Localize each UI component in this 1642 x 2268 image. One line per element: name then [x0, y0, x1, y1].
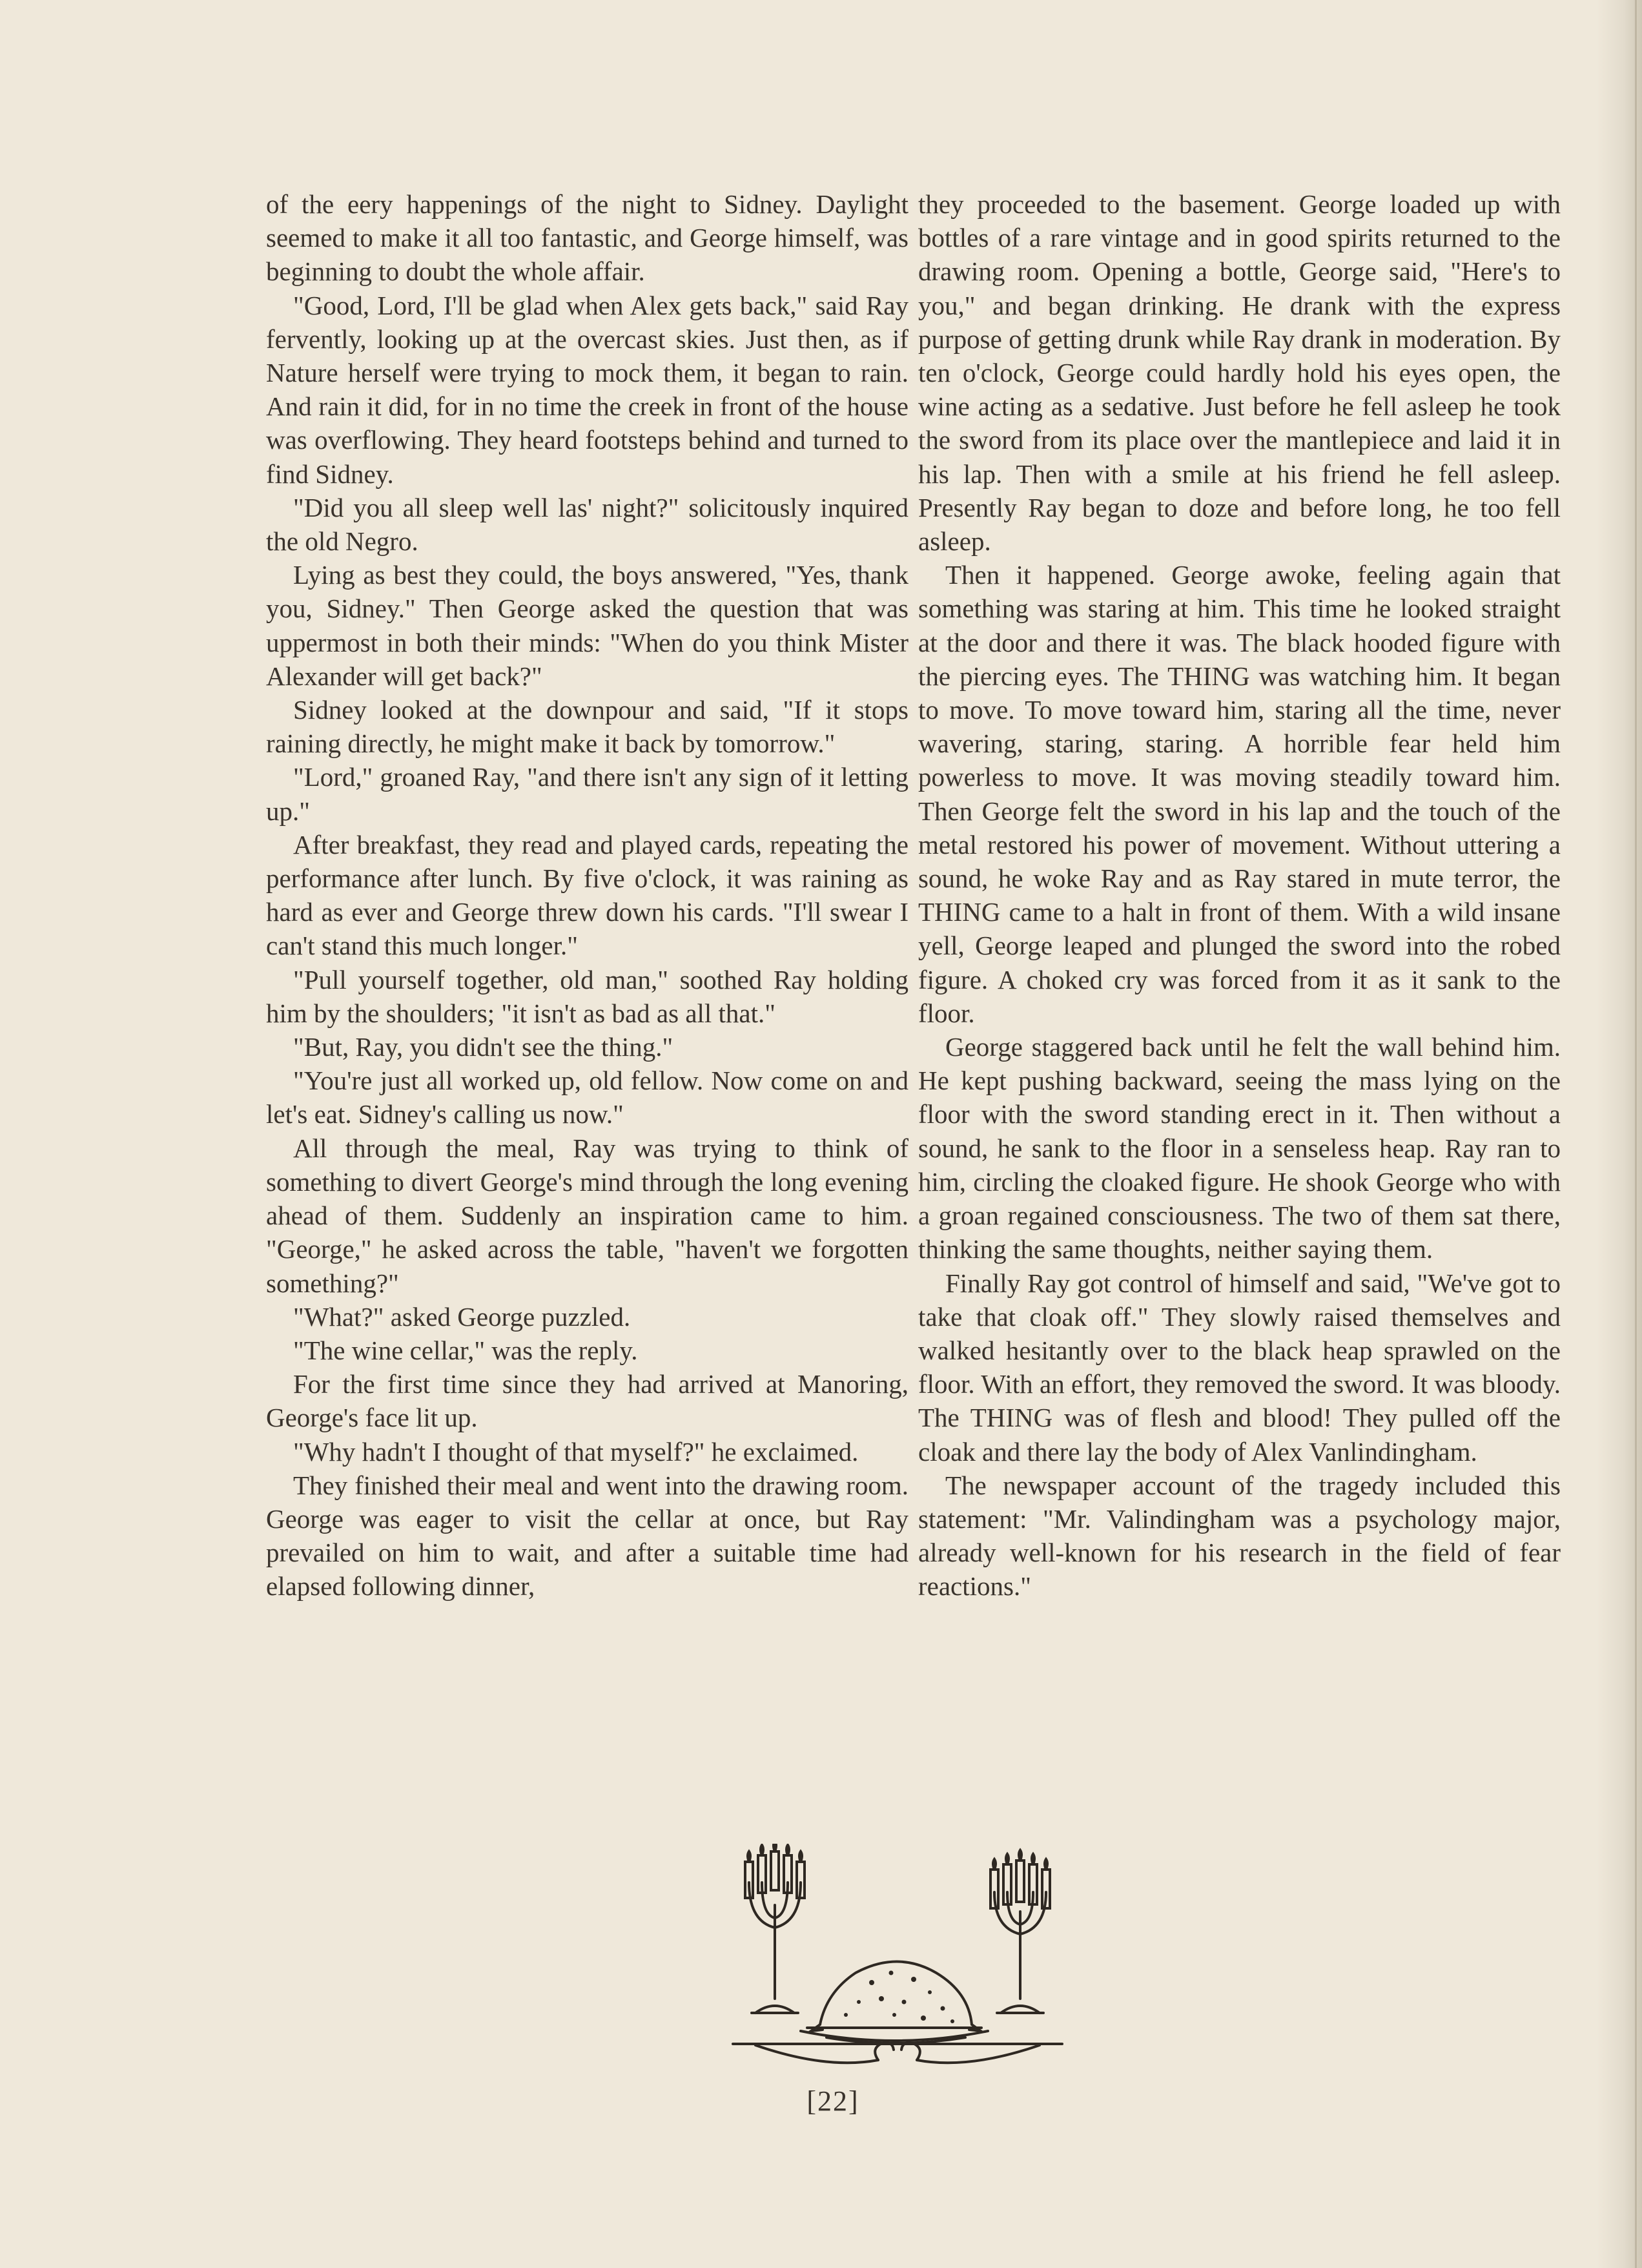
right-column — [918, 187, 1561, 1603]
paragraph: "Why hadn't I thought of that myself?" he exclaimed. — [293, 1436, 859, 1467]
paragraph: "What?" asked George puzzled. — [293, 1301, 631, 1332]
paragraph: Sidney looked at the downpour and said, "If it stops raining directly, he might make it back by tomorrow." — [266, 695, 908, 759]
paragraph: George staggered back until he felt the wall behind him. He kept pushing backward, seeing the mass lying on the floor with the sword standing erect in it. Then without a sound, he sank to the floor in a senseless heap. Ray ran to him, circling the cloaked figure. He shook George who with a groan regained consciousness. The two of them sat there, thinking the same thoughts, neither saying them. — [918, 1032, 1561, 1264]
left-column — [266, 187, 908, 1603]
paragraph: They finished their meal and went into the drawing room. George was eager to visit the cellar at once, but Ray prevailed on him to wait, and after a suitable time had elapsed following dinner, — [266, 1470, 908, 1602]
paragraph: they proceeded to the basement. George loaded up with bottles of a rare vintage and in good spirits returned to the drawing room. Opening a bottle, George said, "Here's to you," and began drinking. He drank with the express purpose of getting drunk while Ray drank in moderation. By ten o'clock, George could hardly hold his eyes open, the wine acting as a sedative. Just before he fell asleep he took the sword from its place over the mantlepiece and laid it in his lap. Then with a smile at his friend he fell asleep. Presently Ray began to doze and before long, he too fell asleep. — [918, 189, 1561, 557]
candelabra-ornament-icon — [730, 1844, 1065, 2070]
right-candelabra-icon — [990, 1850, 1050, 2013]
paragraph: Then it happened. George awoke, feeling again that something was staring at him. This time he looked straight at the door and there it was. The black hooded figure with the piercing eyes. The THING was watching him. It began to move. To move toward him, staring all the time, never wavering, staring, staring. A horrible fear held him powerless to move. It was moving steadily toward him. Then George felt the sword in his lap and the touch of the metal restored his power of movement. Without uttering a sound, he woke Ray and as Ray stared in mute terror, the THING came to a halt in front of them. With a wild insane yell, George leaped and plunged the sword into the robed figure. A choked cry was forced from it as it sank to the floor. — [918, 560, 1561, 1028]
paragraph: of the eery happenings of the night to Sidney. Daylight seemed to make it all too fantastic, and George himself, was beginning to doubt the whole affair. — [266, 189, 908, 287]
left-candelabra-icon — [745, 1844, 805, 2013]
paragraph: The newspaper account of the tragedy included this statement: "Mr. Valindingham was a psychology major, already well-known for his research in the field of fear reactions." — [918, 1470, 1561, 1602]
paragraph: All through the meal, Ray was trying to think of something to divert George's mind through the long evening ahead of them. Suddenly an inspiration came to him. "George," he asked across the table, "haven't we forgotten something?" — [266, 1133, 908, 1298]
paragraph: "You're just all worked up, old fellow. Now come on and let's eat. Sidney's calling us now." — [266, 1066, 908, 1129]
page-edge — [1635, 0, 1637, 2268]
pudding-icon — [801, 1962, 988, 2044]
shelf-icon — [733, 2043, 1062, 2063]
paragraph: For the first time since they had arrived at Manoring, George's face lit up. — [266, 1369, 908, 1433]
paragraph: Finally Ray got control of himself and said, "We've got to take that cloak off." They slowly raised themselves and walked hesitantly over to the black heap sprawled on the floor. With an effort, they removed the sword. It was bloody. The THING was of flesh and blood! They pulled off the cloak and there lay the body of Alex Vanlindingham. — [918, 1268, 1561, 1467]
paragraph: "Pull yourself together, old man," soothed Ray holding him by the shoulders; "it isn't as bad as all that." — [266, 964, 908, 1028]
paragraph: "The wine cellar," was the reply. — [293, 1335, 638, 1365]
paragraph: "Good, Lord, I'll be glad when Alex gets back," said Ray fervently, looking up at the overcast skies. Just then, as if Nature herself were trying to mock them, it began to rain. And rain it did, for in no time the creek in front of the house was overflowing. They heard footsteps behind and turned to find Sidney. — [266, 290, 908, 489]
paragraph: After breakfast, they read and played cards, repeating the performance after lunch. By five o'clock, it was raining as hard as ever and George threw down his cards. "I'll swear I can't stand this much longer." — [266, 829, 908, 961]
page-number: [22] — [806, 2085, 859, 2117]
paragraph: "But, Ray, you didn't see the thing." — [293, 1032, 673, 1062]
paragraph: "Lord," groaned Ray, "and there isn't any sign of it letting up." — [266, 762, 908, 826]
paragraph: Lying as best they could, the boys answered, "Yes, thank you, Sidney." Then George asked the question that was uppermost in both their minds: "When do you think Mister Alexander will get back?" — [266, 560, 908, 691]
paragraph: "Did you all sleep well las' night?" solicitously inquired the old Negro. — [266, 492, 908, 557]
